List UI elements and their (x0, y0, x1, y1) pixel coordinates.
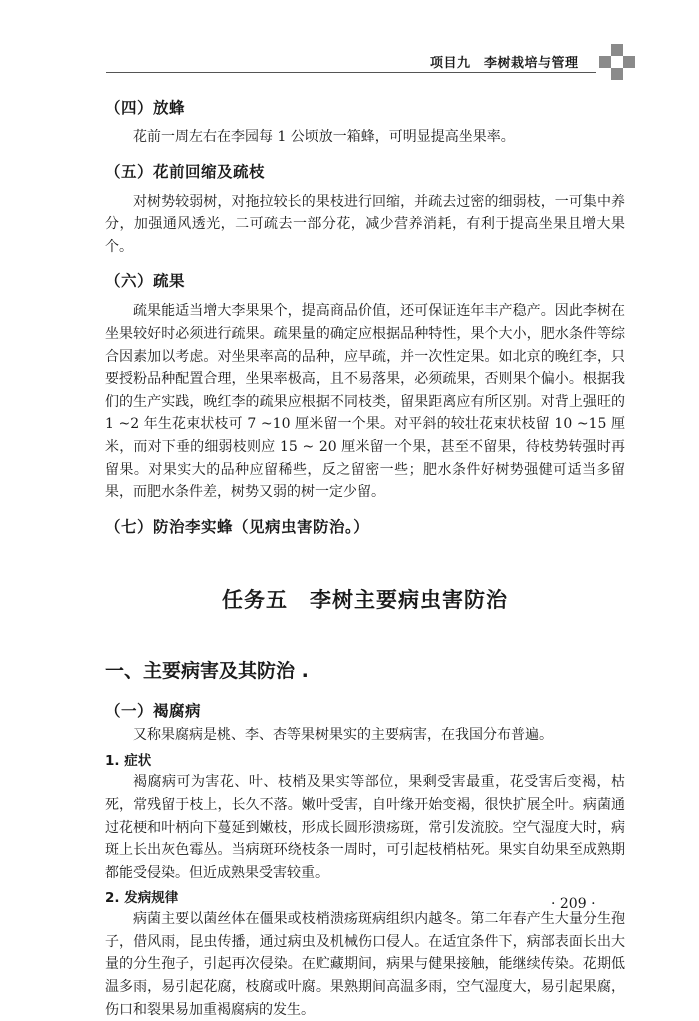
page-number: · 209 · (551, 896, 596, 912)
header-rule (106, 72, 596, 73)
corner-block-decoration (599, 44, 635, 80)
heading-bee-release: （四）放蜂 (105, 99, 186, 117)
paragraph-disease-pattern: 病菌主要以菌丝体在僵果或枝梢溃疡斑病组织内越冬。第二年春产生大量分生孢子，借风雨，昆虫传播，通过病虫及机械伤口侵人。在适宜条件下，病部表面长出大量的分生孢子，引起再次侵染。在贮藏期间，病果与健果接触，能继续传染。花期低温多雨，易引起花腐，枝腐或叶腐。果熟期间高温多雨，空气湿度大，易引起果腐，伤口和裂果易加重褐腐病的发生。 (105, 911, 625, 1018)
section-title-diseases: 一、主要病害及其防治 . (105, 659, 309, 682)
paragraph-fruit-thinning: 疏果能适当增大李果果个，提高商品价值，还可保证连年丰产稳产。因此李树在坐果较好时必须进行疏果。疏果量的确定应根据品种特性，果个大小，肥水条件等综合因素加以考虑。对坐果率高的品种，应早疏，并一次性定果。如北京的晚红李，只要授粉品种配置合理，坐果率极高，且不易落果，必须疏果，否则果个偏小。根据我们的生产实践，晚红李的疏果应根据不同枝类，留果距离应有所区别。对背上强旺的 1 ~2 年生花束状枝可 7 ~10 厘米留一个果。对平斜的较壮花束状枝留 10 ~15 厘米，而对下垂的细弱枝则应 15 ~ 20 厘米留一个果，甚至不留果，待枝势转强时再留果。对果实大的品种应留稀些，反之留密一些；肥水条件好树势强健可适当多留果，而肥水条件差，树势又弱的树一定少留。 (105, 303, 625, 501)
paragraph-brown-rot-intro: 又称果腐病是桃、李、杏等果树果实的主要病害，在我国分布普遍。 (133, 726, 553, 743)
heading-brown-rot: （一）褐腐病 (105, 701, 202, 720)
running-header: 项目九 李树栽培与管理 (430, 56, 579, 71)
heading-fruit-thinning: （六）疏果 (105, 272, 186, 291)
heading-sawfly-control: （七）防治李实蜂（见病虫害防治。） (105, 517, 370, 536)
paragraph-symptoms: 褐腐病可为害花、叶、枝梢及果实等部位，果剩受害最重，花受害后变褐，枯死，常残留于枝上，长久不落。嫩叶受害，自叶缘开始变褐，很快扩展全叶。病菌通过花梗和叶柄向下蔓延到嫩枝，形成长圆形溃疡斑，常引发流胶。空气湿度大时，病斑上长出灰色霉丛。当病斑环绕枝条一周时，可引起枝梢枯死。果实自幼果至成熟期都能受侵染。但近成熟果受害较重。 (105, 774, 625, 881)
paragraph-pruning: 对树势较弱树，对拖拉较长的果枝进行回缩，并疏去过密的细弱枝，一可集中养分，加强通风透光，二可疏去一部分花，减少营养消耗，有利于提高坐果且增大果个。 (105, 193, 625, 255)
heading-symptoms: 1. 症状 (105, 753, 152, 770)
paragraph-bee-release: 花前一周左右在李园每 1 公顷放一箱蜂，可明显提高坐果率。 (133, 129, 515, 145)
task-title: 任务五 李树主要病虫害防治 (222, 587, 508, 612)
page-content (105, 96, 625, 1021)
heading-disease-pattern: 2. 发病规律 (105, 890, 179, 907)
heading-pruning: （五）花前回缩及疏枝 (105, 162, 266, 181)
